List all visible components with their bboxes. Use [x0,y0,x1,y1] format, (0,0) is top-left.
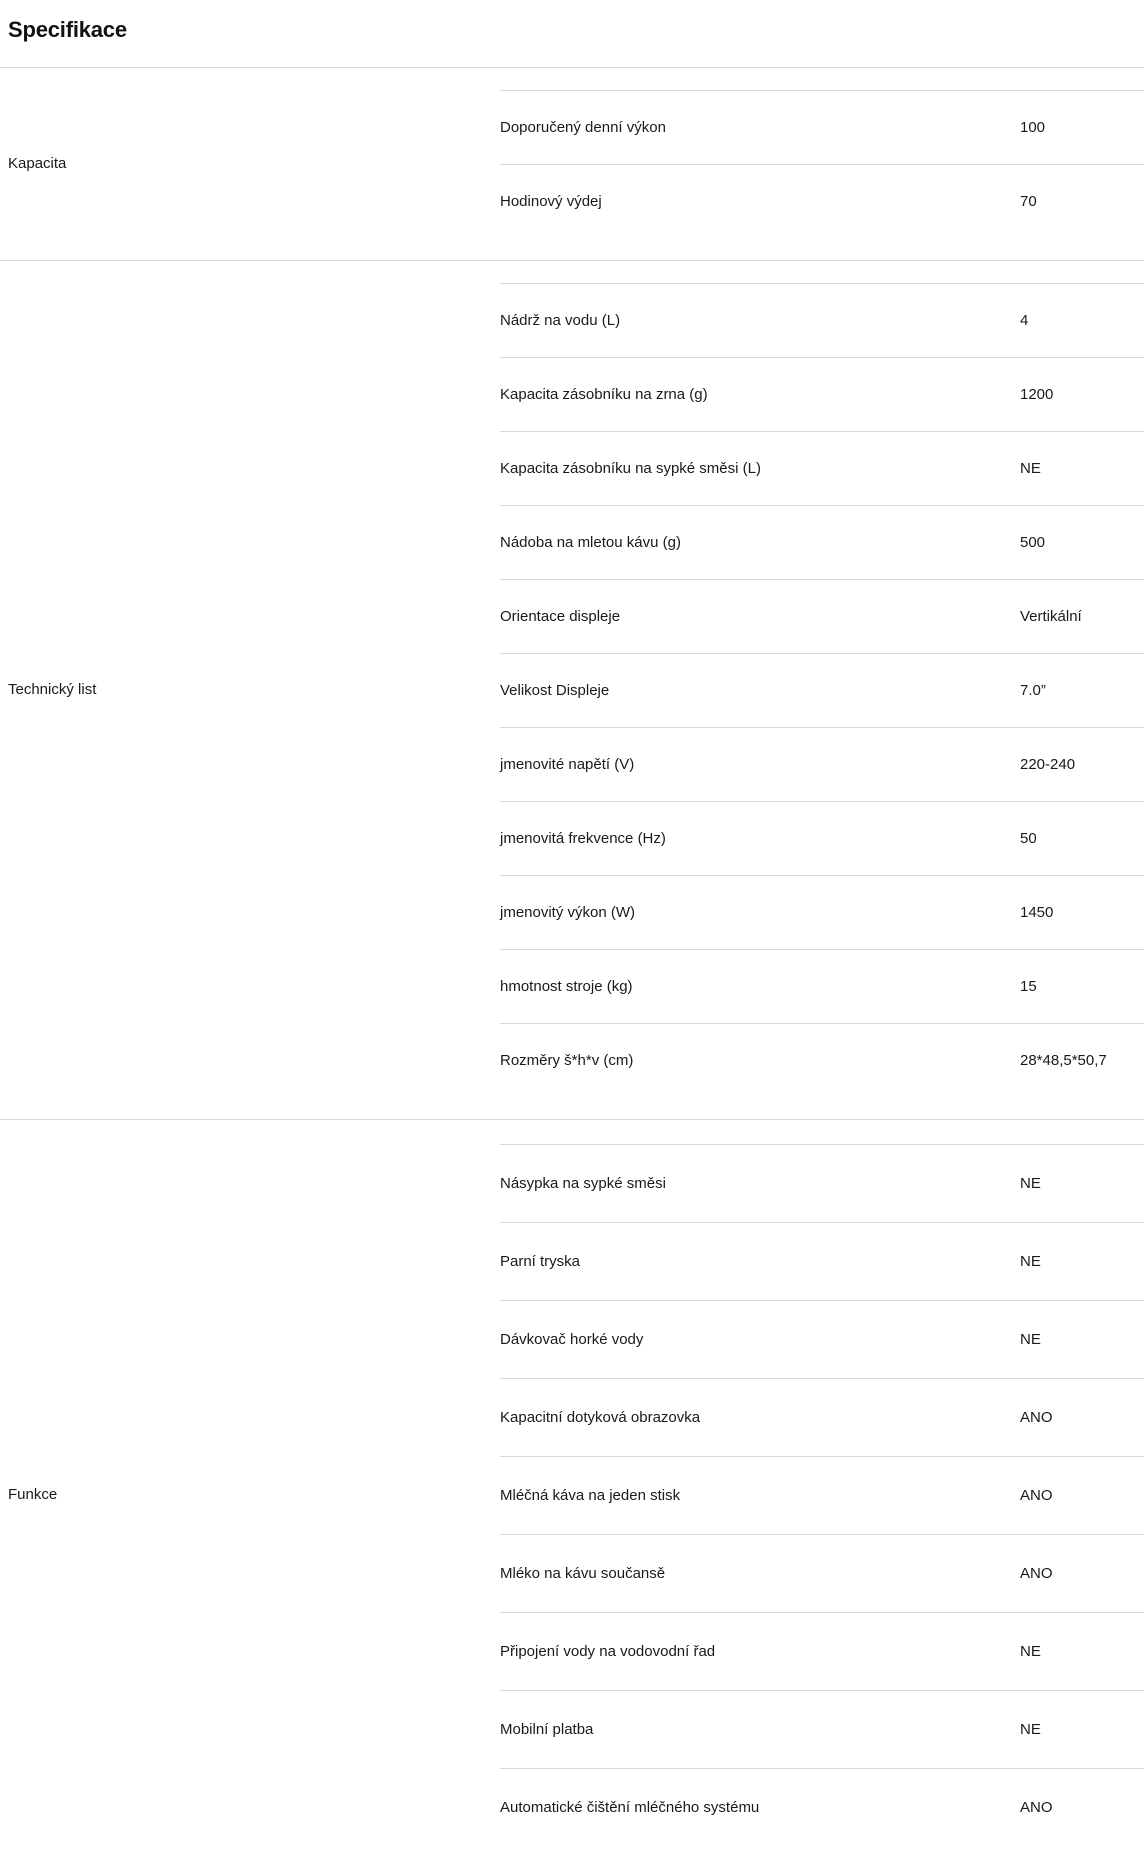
spec-value: 500 [1020,534,1046,552]
spec-value: Vertikální [1020,608,1082,626]
spec-row [500,165,1144,239]
spec-row [500,506,1144,580]
spec-value: NE [1020,1331,1041,1349]
spec-value: 15 [1020,978,1037,996]
spec-value: NE [1020,1253,1041,1271]
table-row [0,68,1144,261]
spec-value: 100 [1020,119,1046,137]
group-label-technicky-list: Technický list [8,681,97,699]
spec-row [500,1457,1144,1535]
spec-row [500,728,1144,802]
spec-label: Násypka na sypké směsi [500,1175,666,1193]
spec-value: 50 [1020,830,1037,848]
group-rows-funkce [500,1120,1144,1870]
spec-label: jmenovité napětí (V) [500,756,635,774]
spec-value: ANO [1020,1409,1053,1427]
spec-value: 28*48,5*50,7 [1020,1052,1107,1070]
spec-label: Parní tryska [500,1253,581,1271]
spec-row [500,1535,1144,1613]
spec-value: 220-240 [1020,756,1076,774]
spec-label: Hodinový výdej [500,193,602,211]
spec-label: jmenovitá frekvence (Hz) [500,830,666,848]
spec-label: Připojení vody na vodovodní řad [500,1643,716,1661]
spec-value: 1450 [1020,904,1054,922]
spec-row [500,1301,1144,1379]
spec-value: NE [1020,1721,1041,1739]
spec-rows [500,1144,1144,1846]
spec-label: Rozměry š*h*v (cm) [500,1052,634,1070]
spec-label: Dávkovač horké vody [500,1331,644,1349]
spec-row [500,876,1144,950]
spec-value: 1200 [1020,386,1054,404]
spec-label: Mléko na kávu součansě [500,1565,666,1583]
spec-label: hmotnost stroje (kg) [500,978,633,996]
spec-label: Kapacita zásobníku na sypké směsi (L) [500,460,761,478]
spec-row [500,91,1144,165]
group-rows-kapacita [500,68,1144,261]
spec-label: Mobilní platba [500,1721,594,1739]
spec-row [500,1145,1144,1223]
spec-value: 70 [1020,193,1037,211]
spec-value: 4 [1020,312,1029,330]
spec-row [500,1613,1144,1691]
spec-label: Kapacita zásobníku na zrna (g) [500,386,708,404]
spec-row [500,654,1144,728]
spec-rows [500,283,1144,1097]
spec-value: ANO [1020,1565,1053,1583]
spec-row [500,432,1144,506]
spec-value: NE [1020,1175,1041,1193]
spec-rows [500,90,1144,238]
spec-label: Velikost Displeje [500,682,610,700]
page-title: Specifikace [8,17,127,42]
spec-label: Doporučený denní výkon [500,119,666,137]
table-row [0,261,1144,1120]
spec-label: Automatické čištění mléčného systému [500,1799,760,1817]
group-label-funkce: Funkce [8,1486,58,1504]
spec-value: ANO [1020,1487,1053,1505]
spec-row [500,802,1144,876]
group-rows-technicky-list [500,261,1144,1120]
spec-label: Nádoba na mletou kávu (g) [500,534,681,552]
spec-row [500,1024,1144,1098]
spec-label: Kapacitní dotyková obrazovka [500,1409,701,1427]
table-row [0,1120,1144,1870]
spec-row [500,1223,1144,1301]
spec-value: NE [1020,1643,1041,1661]
spec-value: ANO [1020,1799,1053,1817]
spec-label: Mléčná káva na jeden stisk [500,1487,681,1505]
spec-row [500,1379,1144,1457]
specifications-table [0,67,1144,1870]
group-label-kapacita: Kapacita [8,155,67,173]
spec-row [500,284,1144,358]
spec-value: 7.0” [1020,682,1046,700]
spec-label: Nádrž na vodu (L) [500,312,621,330]
spec-row [500,580,1144,654]
spec-row [500,1769,1144,1847]
spec-label: Orientace displeje [500,608,621,626]
spec-row [500,1691,1144,1769]
spec-row [500,950,1144,1024]
spec-row [500,358,1144,432]
spec-label: jmenovitý výkon (W) [500,904,636,922]
spec-value: NE [1020,460,1041,478]
